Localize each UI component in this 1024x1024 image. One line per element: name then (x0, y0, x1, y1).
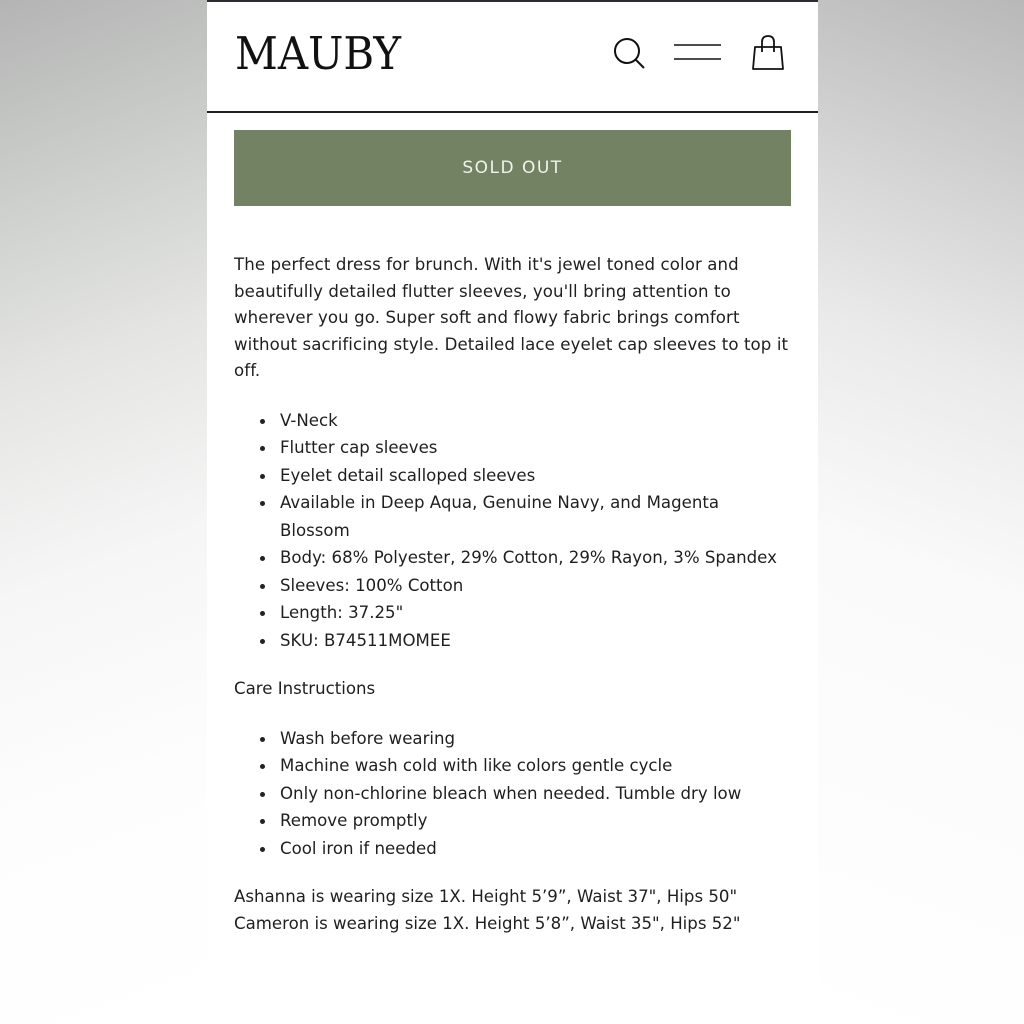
background-right (818, 0, 1024, 1024)
phone-screen (207, 0, 818, 1024)
feature-item: Flutter cap sleeves (234, 434, 780, 462)
care-item: Cool iron if needed (234, 835, 780, 863)
care-item: Remove promptly (234, 807, 780, 835)
shopping-bag-icon[interactable] (751, 34, 785, 72)
care-item: Wash before wearing (234, 725, 780, 753)
hamburger-menu-icon[interactable] (673, 40, 723, 64)
care-instructions-heading: Care Instructions (234, 679, 376, 698)
feature-item: Sleeves: 100% Cotton (234, 572, 780, 600)
feature-list (234, 407, 799, 655)
brand-logo[interactable]: MAUBY (235, 27, 401, 80)
care-list (234, 725, 799, 863)
care-item: Only non-chlorine bleach when needed. Tumble dry low (234, 780, 780, 808)
feature-item: Length: 37.25" (234, 599, 780, 627)
feature-item: Body: 68% Polyester, 29% Cotton, 29% Rayon, 3% Spandex (234, 544, 780, 572)
care-item: Machine wash cold with like colors gentle cycle (234, 752, 780, 780)
feature-item: Available in Deep Aqua, Genuine Navy, and Magenta Blossom (234, 489, 780, 544)
sold-out-button[interactable]: SOLD OUT (234, 130, 791, 206)
feature-item: SKU: B74511MOMEE (234, 627, 780, 655)
feature-item: V-Neck (234, 407, 780, 435)
model-note: Cameron is wearing size 1X. Height 5’8”, Waist 35", Hips 52" (234, 913, 741, 933)
background-left (0, 0, 207, 1024)
site-header (207, 2, 818, 113)
search-icon[interactable] (612, 36, 648, 72)
product-description: The perfect dress for brunch. With it's jewel toned color and beautifully detailed flutter sleeves, you'll bring attention to wherever you go. Super soft and flowy fabric brings comfort without sacrificing style. Detailed lace eyelet cap sleeves to top it off. (234, 255, 789, 380)
feature-item: Eyelet detail scalloped sleeves (234, 462, 780, 490)
product-description-section (234, 252, 799, 937)
model-size-notes (234, 884, 799, 937)
model-note: Ashanna is wearing size 1X. Height 5’9”, Waist 37", Hips 50" (234, 887, 738, 906)
